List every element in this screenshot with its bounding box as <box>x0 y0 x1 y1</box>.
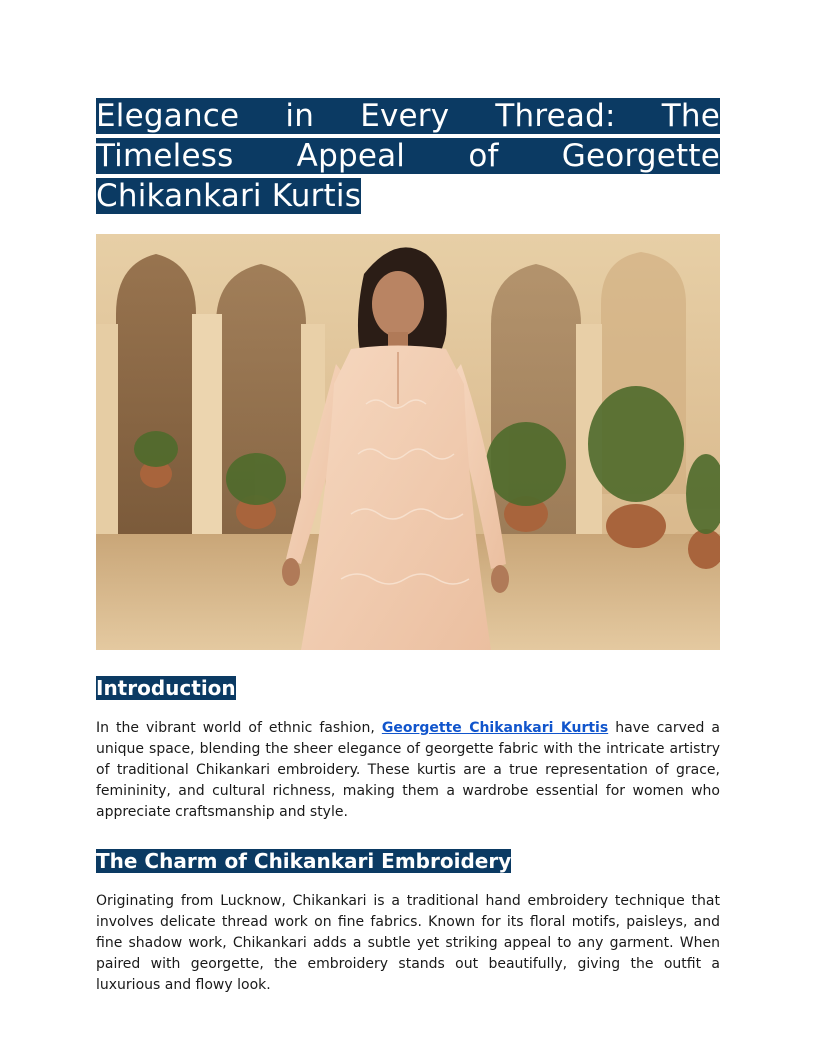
georgette-chikankari-kurtis-link[interactable]: Georgette Chikankari Kurtis <box>381 720 609 736</box>
chikankari-paragraph: Originating from Lucknow, Chikankari is a traditional hand embroidery technique that involves delicate thread work on fine fabrics. Known for its floral motifs, paisleys, and fine shadow work, Chikankari adds a subtle yet striking appeal to any garment. When paired with georgette, the embroidery stands out beautifully, giving the outfit a luxurious and flowy look. <box>96 893 720 993</box>
hero-illustration <box>96 234 720 650</box>
section-heading-text: The Charm of Chikankari Embroidery <box>96 849 512 873</box>
article-title-text: Elegance in Every Thread: The Timeless Appeal of Georgette Chikankari Kurtis <box>96 98 720 214</box>
document-page <box>96 96 720 996</box>
paragraph-text: In the vibrant world of ethnic fashion, <box>96 720 382 736</box>
paragraph-text: have carved a unique space, blending the sheer elegance of georgette fabric with the intricate artistry of traditional Chikankari embroidery. These kurtis are a true representation of grace, femininity, and cultural richness, making them a wardrobe essential for women who appreciate craftsmanship and style. <box>96 720 720 820</box>
introduction-paragraph <box>96 718 720 823</box>
section-heading-introduction <box>96 674 720 702</box>
article-title <box>96 96 720 216</box>
section-heading-chikankari-embroidery <box>96 847 720 875</box>
hero-image <box>96 234 720 650</box>
section-heading-text: Introduction <box>96 676 236 700</box>
